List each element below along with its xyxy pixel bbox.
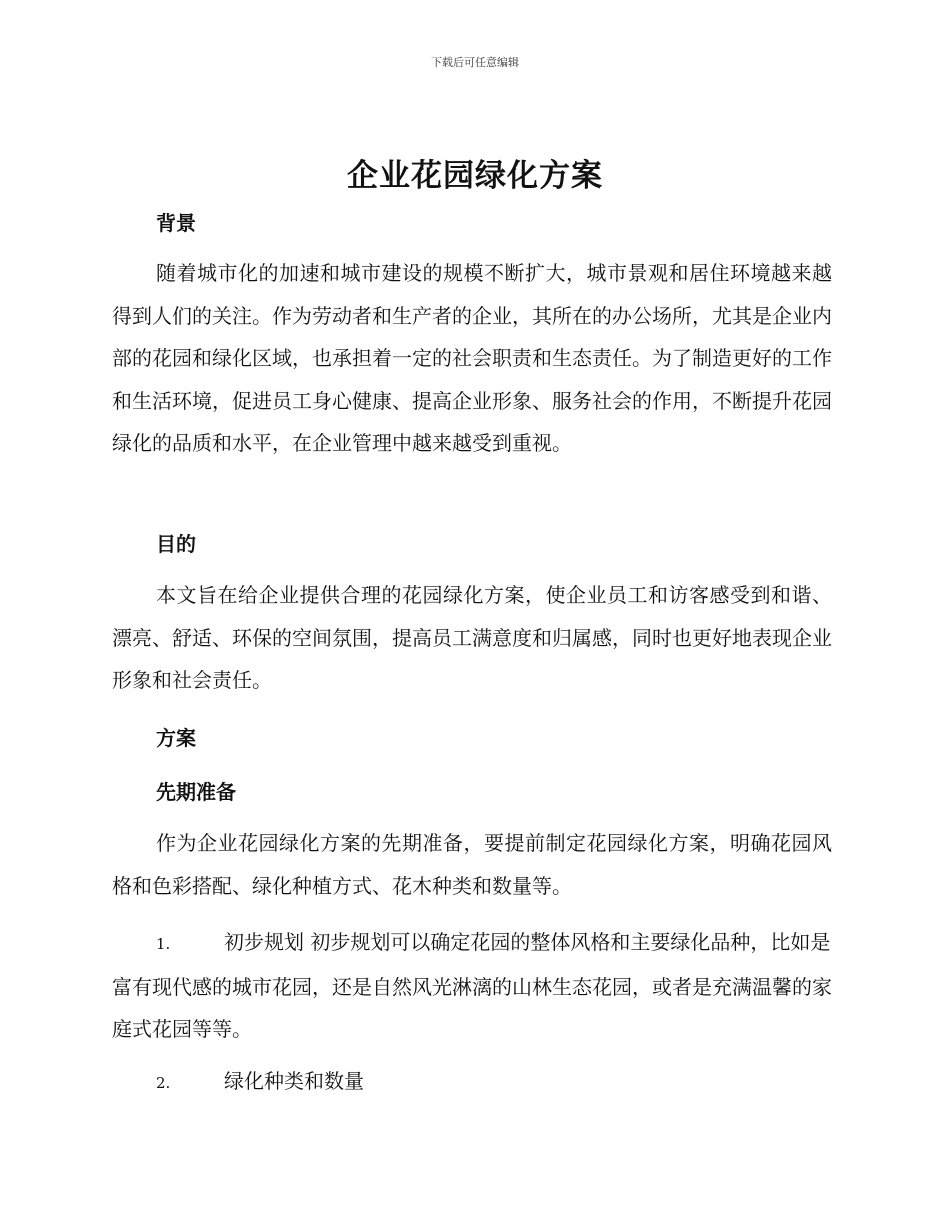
page-header-note: 下载后可任意编辑 [431, 56, 519, 69]
heading-preparation: 先期准备 [156, 780, 236, 804]
paragraph-background: 随着城市化的加速和城市建设的规模不断扩大，城市景观和居住环境越来越得到人们的关注。作为劳动者和生产者的企业，其所在的办公场所，尤其是企业内部的花园和绿化区域，也承担着一定的社会职责和生态责任。为了制造更好的工作和生活环境，促进员工身心健康、提高企业形象、服务社会的作用，不断提升花园绿化的品质和水平，在企业管理中越来越受到重视。 [112, 261, 832, 456]
document-title: 企业花园绿化方案 [347, 158, 603, 194]
list-item-text: 绿化种类和数量 [224, 1069, 364, 1093]
list-number: 1. [156, 935, 171, 953]
list-number: 2. [156, 1074, 171, 1092]
list-item-2 [112, 1060, 842, 1105]
list-item-text: 初步规划 初步规划可以确定花园的整体风格和主要绿化品种，比如是富有现代感的城市花园，还是自然风光淋漓的山林生态花园，或者是充满温馨的家庭式花园等等。 [112, 930, 832, 1042]
list-item-1 [112, 921, 842, 1051]
paragraph-preparation: 作为企业花园绿化方案的先期准备，要提前制定花园绿化方案，明确花园风格和色彩搭配、绿化种植方式、花木种类和数量等。 [112, 831, 832, 898]
heading-plan: 方案 [156, 726, 196, 750]
heading-background: 背景 [156, 211, 196, 235]
paragraph-purpose: 本文旨在给企业提供合理的花园绿化方案，使企业员工和访客感受到和谐、漂亮、舒适、环保的空间氛围，提高员工满意度和归属感，同时也更好地表现企业形象和社会责任。 [112, 583, 832, 693]
heading-purpose: 目的 [156, 532, 196, 556]
